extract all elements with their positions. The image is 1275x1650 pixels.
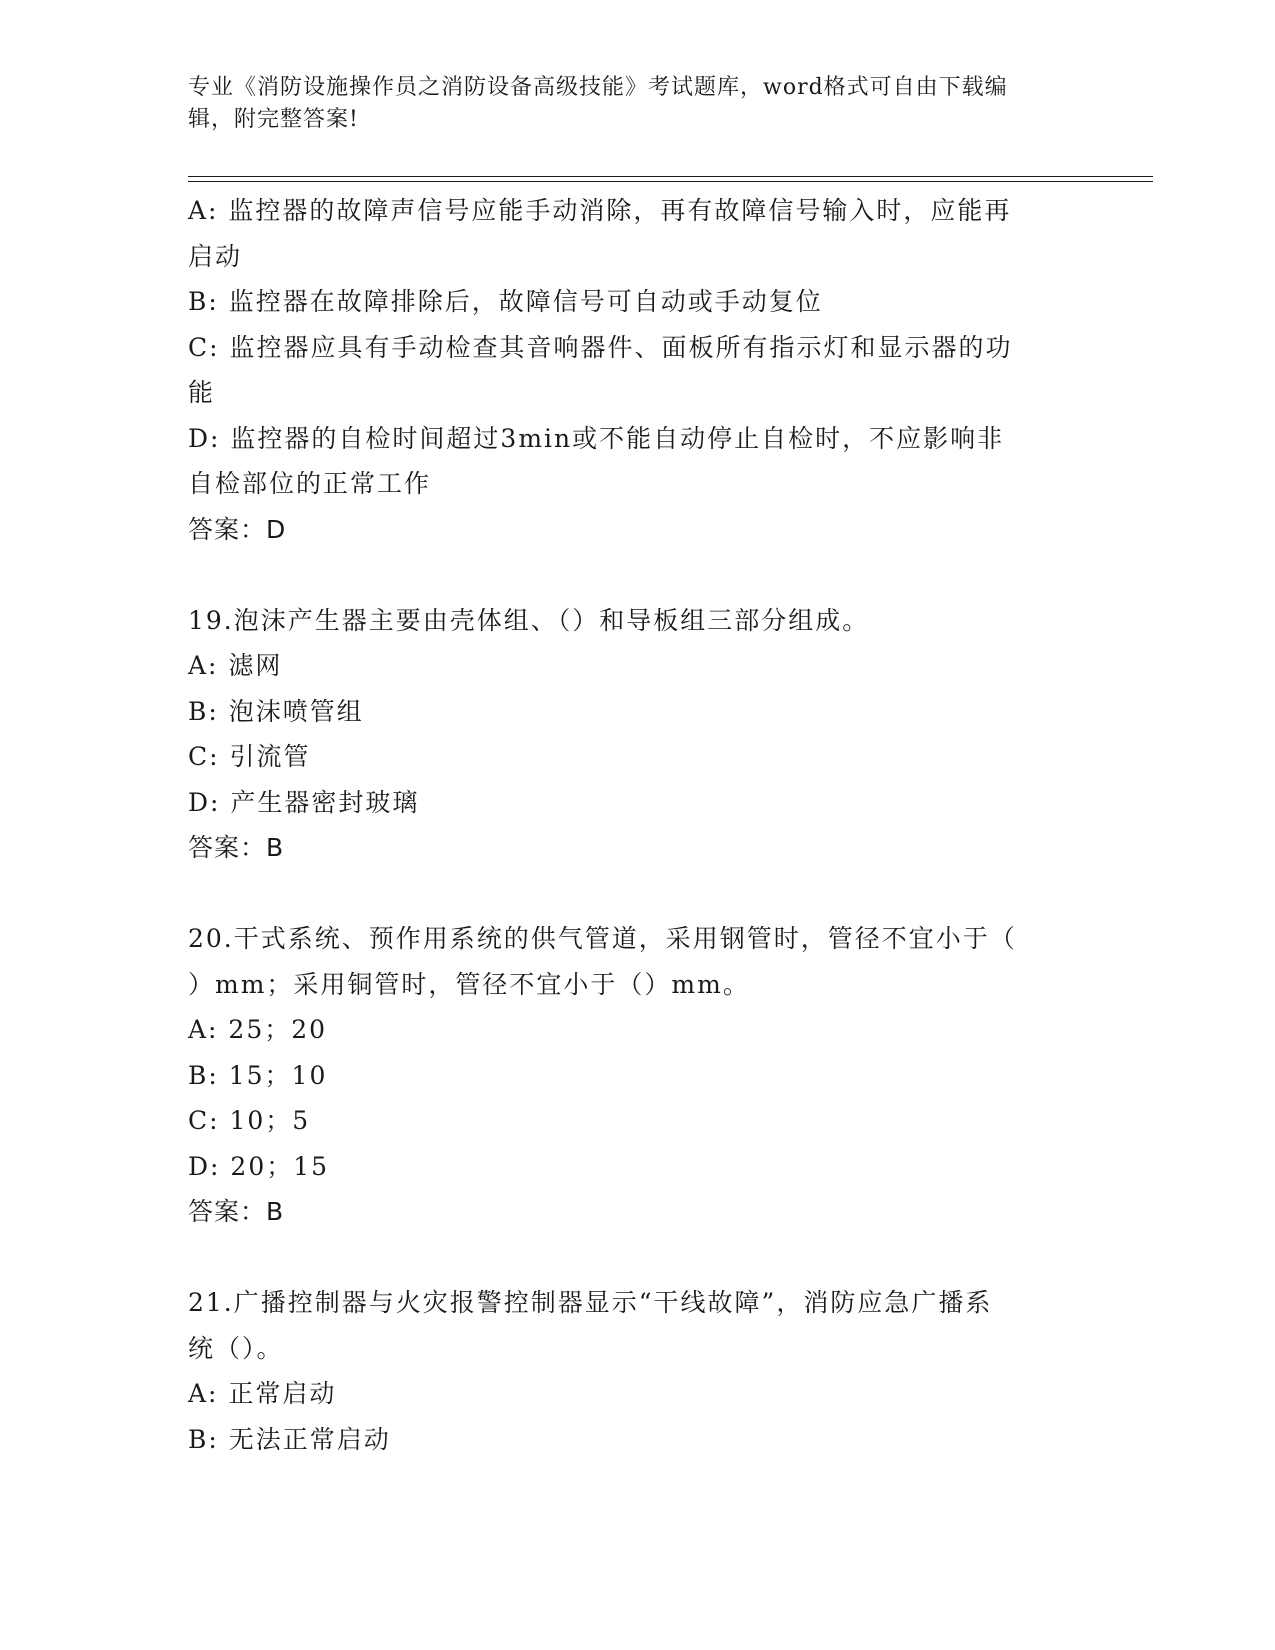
q20-option-a: A: 25；20 [188,1015,328,1044]
q20-stem-line-1: 20.干式系统、预作用系统的供气管道，采用钢管时，管径不宜小于（ [188,924,1017,953]
q19-stem: 19.泡沫产生器主要由壳体组、（）和导板组三部分组成。 [188,605,870,635]
q18-option-d-line-1: D: 监控器的自检时间超过3min或不能自动停止自检时，不应影响非 [188,423,1005,453]
q20-answer: 答案：B [188,1197,285,1226]
question-19 [188,598,1073,871]
question-18-options [188,188,1073,552]
q18-option-b: B: 监控器在故障排除后，故障信号可自动或手动复位 [188,287,823,316]
q18-option-a-line-2: 启动 [188,241,243,271]
q20-option-c: C: 10；5 [188,1106,311,1135]
q20-option-b: B: 15；10 [188,1060,328,1090]
q19-option-b: B: 泡沫喷管组 [188,696,364,726]
header-line-1: 专业《消防设施操作员之消防设备高级技能》考试题库，word格式可自由下载编 [188,75,1008,100]
q19-option-c: C: 引流管 [188,742,311,771]
spacer [188,552,1073,598]
q20-stem-line-2: ）mm；采用铜管时，管径不宜小于（）mm。 [188,969,750,999]
q21-option-b: B: 无法正常启动 [188,1424,391,1454]
question-21 [188,1280,1073,1462]
q20-option-d: D: 20；15 [188,1151,330,1181]
header-rule-top [188,176,1153,177]
q21-stem-line-2: 统（）。 [188,1333,284,1363]
question-20 [188,916,1073,1235]
question-content [188,188,1073,1462]
q19-option-d: D: 产生器密封玻璃 [188,787,420,817]
q18-option-c-line-1: C: 监控器应具有手动检查其音响器件、面板所有指示灯和显示器的功 [188,332,1013,362]
q18-option-d-line-2: 自检部位的正常工作 [188,469,432,498]
q18-option-c-line-2: 能 [188,378,216,407]
spacer [188,1235,1073,1281]
spacer [188,871,1073,917]
header-line-2: 辑，附完整答案! [188,107,359,132]
q18-option-a-line-1: A: 监控器的故障声信号应能手动消除，再有故障信号输入时，应能再 [188,196,1012,225]
q18-answer: 答案：D [188,514,287,544]
document-header [188,72,1068,136]
q21-stem-line-1: 21.广播控制器与火灾报警控制器显示“干线故障”，消防应急广播系 [188,1288,993,1317]
q21-option-a: A: 正常启动 [188,1379,337,1408]
q19-answer: 答案：B [188,833,285,862]
q19-option-a: A: 滤网 [188,651,283,680]
header-rule-bottom [188,181,1153,182]
